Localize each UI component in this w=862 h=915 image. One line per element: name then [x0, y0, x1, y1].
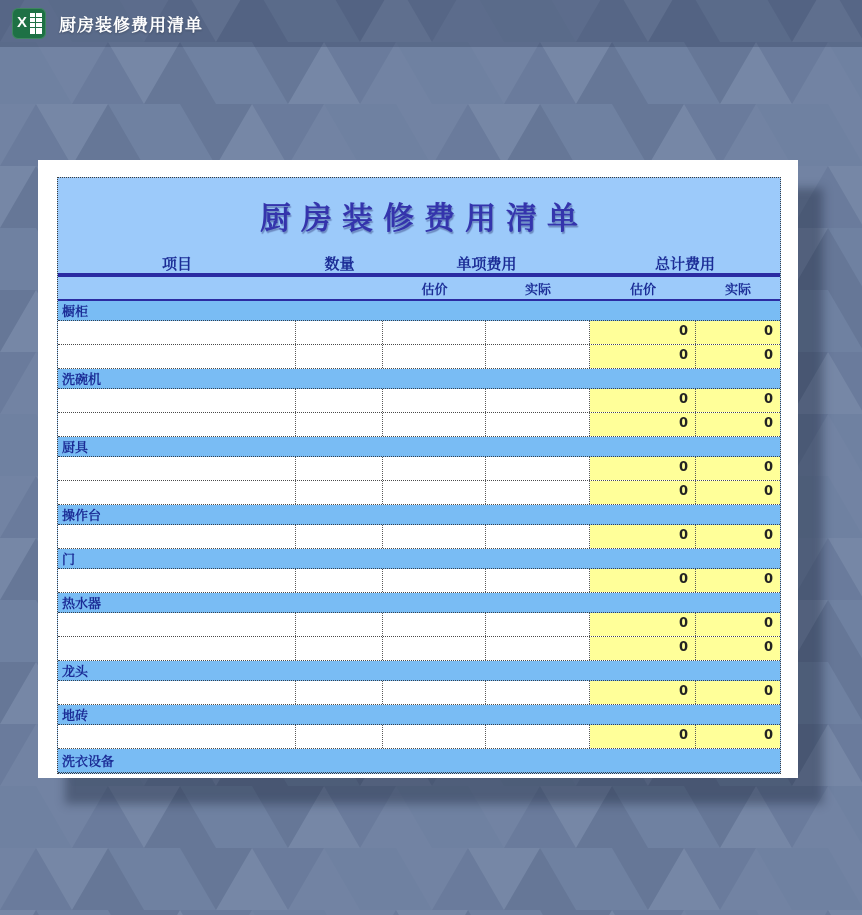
unit-actual-cell[interactable]: [486, 321, 590, 344]
table-row: [58, 569, 780, 593]
quantity-cell[interactable]: [296, 389, 383, 412]
quantity-cell[interactable]: [296, 345, 383, 368]
table-header-row: [58, 253, 780, 277]
total-actual-cell[interactable]: 0: [696, 569, 780, 592]
column-header-item: 项目: [161, 256, 192, 273]
quantity-cell[interactable]: [296, 525, 383, 548]
quantity-cell[interactable]: [296, 637, 383, 660]
section-header-cell[interactable]: 厨具: [58, 437, 780, 457]
section-header-cell[interactable]: 橱柜: [58, 301, 780, 321]
item-cell[interactable]: [58, 525, 296, 548]
item-cell[interactable]: [58, 681, 296, 704]
table-row: [58, 321, 780, 345]
quantity-cell[interactable]: [296, 413, 383, 436]
unit-actual-cell[interactable]: [486, 389, 590, 412]
item-cell[interactable]: [58, 569, 296, 592]
subheader-spacer-item: [58, 277, 296, 299]
quantity-cell[interactable]: [296, 569, 383, 592]
section-header-cell[interactable]: 门: [58, 549, 780, 569]
unit-actual-cell[interactable]: [486, 569, 590, 592]
total-estimate-cell[interactable]: 0: [590, 613, 696, 636]
total-actual-cell[interactable]: 0: [696, 613, 780, 636]
section-header-cell[interactable]: 地砖: [58, 705, 780, 725]
sheet-title: 厨房装修费用清单: [260, 201, 588, 237]
table-row: [58, 481, 780, 505]
quantity-cell[interactable]: [296, 725, 383, 748]
unit-actual-cell[interactable]: [486, 481, 590, 504]
unit-estimate-cell[interactable]: [383, 457, 486, 480]
table-row: [58, 413, 780, 437]
column-header-unit-cost: 单项费用: [456, 256, 517, 273]
total-estimate-cell[interactable]: 0: [590, 321, 696, 344]
cost-sheet-table: [57, 177, 781, 774]
quantity-cell[interactable]: [296, 613, 383, 636]
item-cell[interactable]: [58, 457, 296, 480]
quantity-cell[interactable]: [296, 681, 383, 704]
unit-actual-cell[interactable]: [486, 681, 590, 704]
template-preview-card: [38, 160, 798, 778]
section-header-cell[interactable]: 龙头: [58, 661, 780, 681]
excel-icon-letter: X: [17, 14, 28, 31]
total-estimate-cell[interactable]: 0: [590, 413, 696, 436]
item-cell[interactable]: [58, 481, 296, 504]
unit-actual-cell[interactable]: [486, 613, 590, 636]
unit-actual-cell[interactable]: [486, 457, 590, 480]
total-actual-cell[interactable]: 0: [696, 725, 780, 748]
total-actual-cell[interactable]: 0: [696, 413, 780, 436]
unit-estimate-cell[interactable]: [383, 637, 486, 660]
quantity-cell[interactable]: [296, 457, 383, 480]
unit-estimate-cell[interactable]: [383, 613, 486, 636]
total-actual-cell[interactable]: 0: [696, 389, 780, 412]
table-row: [58, 613, 780, 637]
item-cell[interactable]: [58, 637, 296, 660]
column-header-total-cost: 总计费用: [654, 256, 715, 273]
excel-icon-sheet: [30, 13, 42, 34]
total-estimate-cell[interactable]: 0: [590, 457, 696, 480]
section-header-cell[interactable]: 操作台: [58, 505, 780, 525]
unit-actual-cell[interactable]: [486, 413, 590, 436]
total-actual-cell[interactable]: 0: [696, 321, 780, 344]
unit-estimate-cell[interactable]: [383, 345, 486, 368]
table-subheader-row: [58, 277, 780, 301]
unit-estimate-cell[interactable]: [383, 525, 486, 548]
section-header-cell[interactable]: 热水器: [58, 593, 780, 613]
quantity-cell[interactable]: [296, 481, 383, 504]
unit-actual-cell[interactable]: [486, 637, 590, 660]
unit-actual-cell[interactable]: [486, 525, 590, 548]
table-row: [58, 681, 780, 705]
total-estimate-cell[interactable]: 0: [590, 525, 696, 548]
unit-actual-cell[interactable]: [486, 345, 590, 368]
total-actual-cell[interactable]: 0: [696, 637, 780, 660]
item-cell[interactable]: [58, 725, 296, 748]
table-row: [58, 525, 780, 549]
total-actual-cell[interactable]: 0: [696, 681, 780, 704]
item-cell[interactable]: [58, 413, 296, 436]
total-actual-cell[interactable]: 0: [696, 345, 780, 368]
subheader-unit-estimate: 估价: [421, 281, 448, 297]
item-cell[interactable]: [58, 389, 296, 412]
total-estimate-cell[interactable]: 0: [590, 345, 696, 368]
table-row: [58, 389, 780, 413]
unit-estimate-cell[interactable]: [383, 569, 486, 592]
total-estimate-cell[interactable]: 0: [590, 389, 696, 412]
section-header-cell[interactable]: 洗衣设备: [58, 749, 780, 773]
subheader-spacer-quantity: [296, 277, 383, 299]
item-cell[interactable]: [58, 613, 296, 636]
unit-estimate-cell[interactable]: [383, 389, 486, 412]
unit-actual-cell[interactable]: [486, 725, 590, 748]
table-row: [58, 637, 780, 661]
subheader-total-estimate: 估价: [629, 281, 656, 297]
unit-estimate-cell[interactable]: [383, 413, 486, 436]
column-header-quantity: 数量: [324, 256, 355, 273]
total-estimate-cell[interactable]: 0: [590, 481, 696, 504]
app-title-bar: [0, 0, 862, 47]
total-actual-cell[interactable]: 0: [696, 457, 780, 480]
total-actual-cell[interactable]: 0: [696, 481, 780, 504]
item-cell[interactable]: [58, 345, 296, 368]
total-actual-cell[interactable]: 0: [696, 525, 780, 548]
table-row: [58, 345, 780, 369]
total-estimate-cell[interactable]: 0: [590, 725, 696, 748]
unit-estimate-cell[interactable]: [383, 725, 486, 748]
total-estimate-cell[interactable]: 0: [590, 569, 696, 592]
unit-estimate-cell[interactable]: [383, 481, 486, 504]
table-body: [58, 301, 780, 773]
excel-icon: [12, 8, 46, 39]
table-row: [58, 725, 780, 749]
total-estimate-cell[interactable]: 0: [590, 637, 696, 660]
item-cell[interactable]: [58, 321, 296, 344]
unit-estimate-cell[interactable]: [383, 321, 486, 344]
window-title: 厨房装修费用清单: [59, 16, 203, 35]
section-header-cell[interactable]: 洗碗机: [58, 369, 780, 389]
total-estimate-cell[interactable]: 0: [590, 681, 696, 704]
subheader-total-actual: 实际: [724, 281, 751, 297]
table-row: [58, 457, 780, 481]
quantity-cell[interactable]: [296, 321, 383, 344]
unit-estimate-cell[interactable]: [383, 681, 486, 704]
subheader-unit-actual: 实际: [524, 281, 551, 297]
